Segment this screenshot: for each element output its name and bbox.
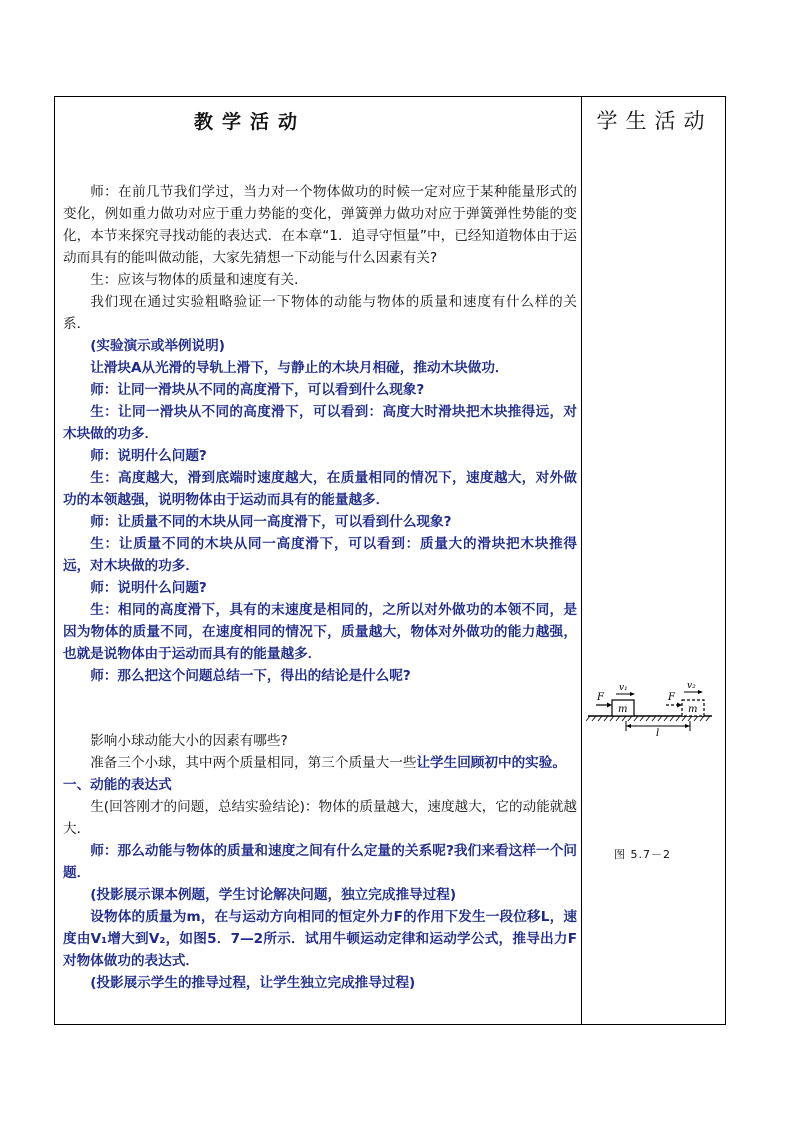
paragraph: (投影展示学生的推导过程，让学生独立完成推导过程) [90, 975, 416, 991]
paragraph-part: 准备三个小球，其中两个质量相同，第三个质量大一些 [90, 755, 417, 771]
figure-5-7-2-diagram [586, 676, 726, 736]
paragraph: 师：让同一滑块从不同的高度滑下，可以看到什么现象? [90, 382, 425, 398]
paragraph: 我们现在通过实验粗略验证一下物体的动能与物体的质量和速度有什么样的关系． [63, 294, 577, 332]
paragraph: 师：说明什么问题? [90, 448, 207, 464]
displacement-label: l [656, 728, 660, 736]
experiment-section [63, 335, 577, 687]
paragraph [63, 752, 577, 774]
paragraph: 生：相同的高度滑下，具有的末速度是相同的，之所以对外做功的本领不同，是因为物体的质量不同，在速度相同的情况下，质量越大，物体对外做功的能力越强，也就是说物体由于运动而具有的能量越多． [63, 602, 577, 662]
lesson-table [54, 96, 726, 1025]
student-activity-heading: 学生活动 [596, 109, 713, 133]
paragraph: 师：让质量不同的木块从同一高度滑下，可以看到什么现象? [90, 514, 452, 530]
teaching-content [63, 181, 577, 994]
paragraph: (投影展示课本例题，学生讨论解决问题，独立完成推导过程) [90, 887, 457, 903]
paragraph: 设物体的质量为m，在与运动方向相同的恒定外力F的作用下发生一段位移L，速度由V₁增大到V₂，如图5．7—2所示．试用牛顿运动定律和运动学公式，推导出力F对物体做功的表达式． [63, 909, 577, 969]
figure-caption: 图 5.7－2 [614, 848, 671, 861]
teaching-activity-heading: 教学活动 [193, 111, 306, 133]
paragraph: (实验演示或举例说明) [90, 338, 225, 354]
paragraph: 生(回答刚才的问题，总结实验结论)：物体的质量越大，速度越大，它的动能就越大． [63, 799, 577, 837]
paragraph: 师：说明什么问题? [90, 580, 207, 596]
section-heading: 一、动能的表达式 [63, 777, 172, 793]
paragraph: 影响小球动能大小的因素有哪些? [90, 733, 288, 749]
paragraph-part: 让学生回顾初中的实验。 [416, 755, 566, 771]
velocity-label-1: v₁ [619, 683, 628, 693]
column-divider [581, 97, 582, 1024]
paragraph: 生：高度越大，滑到底端时速度越大，在质量相同的情况下，速度越大，对外做功的本领越强，说明物体由于运动而具有的能量越多． [63, 470, 577, 508]
paragraph: 生：应该与物体的质量和速度有关． [90, 272, 308, 288]
paragraph: 生：让同一滑块从不同的高度滑下，可以看到：高度大时滑块把木块推得远，对木块做的功多． [63, 404, 577, 442]
force-label-2: F [668, 692, 675, 703]
velocity-label-2: v₂ [687, 681, 696, 691]
block-final-label: m [688, 704, 698, 715]
paragraph: 让滑块A从光滑的导轨上滑下，与静止的木块月相碰，推动木块做功． [90, 360, 509, 376]
paragraph: 师：那么把这个问题总结一下，得出的结论是什么呢? [90, 668, 411, 684]
block-initial-label: m [618, 704, 628, 715]
paragraph: 生：让质量不同的木块从同一高度滑下，可以看到：质量大的滑块把木块推得远，对木块做的功多． [63, 536, 577, 574]
derivation-section [63, 840, 577, 994]
paragraph: 师：在前几节我们学过，当力对一个物体做功的时候一定对应于某种能量形式的变化，例如重力做功对应于重力势能的变化，弹簧弹力做功对应于弹簧弹性势能的变化，本节来探究寻找动能的表达式．在本章“1．追寻守恒量”中，已经知道物体由于运动而具有的能叫做动能，大家先猜想一下动能与什么因素有关? [63, 184, 577, 266]
force-label-1: F [597, 692, 604, 703]
paragraph: 师：那么动能与物体的质量和速度之间有什么定量的关系呢?我们来看这样一个问题． [63, 843, 577, 881]
